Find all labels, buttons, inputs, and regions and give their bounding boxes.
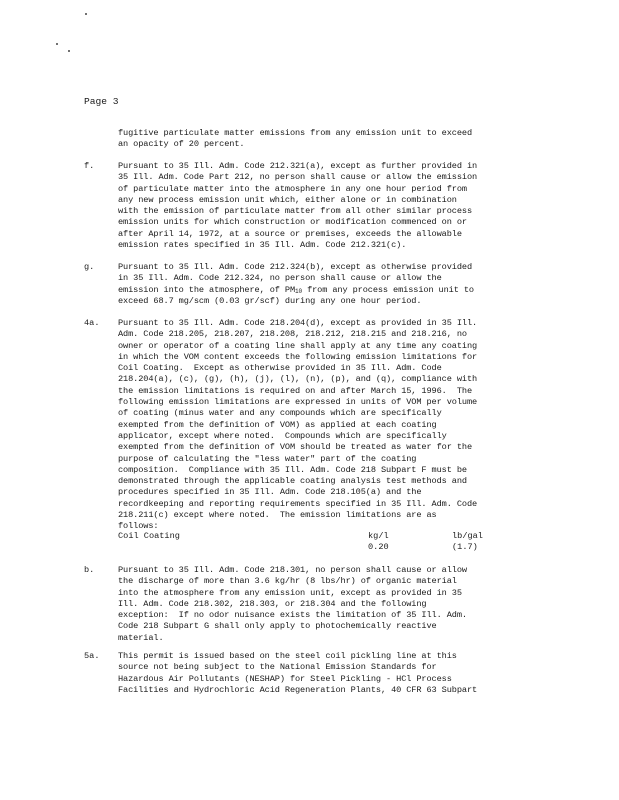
text-line: emission units for which construction or modification commenced on or xyxy=(118,217,467,228)
text-line: following emission limitations are expressed in units of VOM per volume xyxy=(118,397,478,408)
text-line: exempted from the definition of VOM should be treated as water for the xyxy=(118,442,472,453)
text-line xyxy=(118,285,528,296)
section-label-b: b. xyxy=(84,565,95,575)
text-line: This permit is issued based on the steel coil pickling line at this xyxy=(118,651,457,661)
text-line: into the atmosphere from any emission unit, except as provided in 35 xyxy=(118,587,462,598)
text-line: Pursuant to 35 Ill. Adm. Code 218.301, no person shall cause or allow xyxy=(118,565,467,575)
text-line: demonstrated through the applicable coating analysis test methods and xyxy=(118,476,467,487)
text-line: Adm. Code 218.205, 218.207, 218.208, 218.212, 218.215 and 218.216, no xyxy=(118,329,467,340)
text-line: any new process emission unit which, either alone or in combination xyxy=(118,194,457,205)
text-fragment: from any process emission unit to xyxy=(302,284,474,295)
text-line: material. xyxy=(118,632,164,643)
table-row xyxy=(118,542,528,553)
text-line: procedures specified in 35 Ill. Adm. Code 218.105(a) and the xyxy=(118,487,422,498)
text-line: exempted from the definition of VOM) as applied at each coating xyxy=(118,419,437,430)
text-line: emission rates specified in 35 Ill. Adm. Code 212.321(c). xyxy=(118,240,407,251)
text-line: recordkeeping and reporting requirements specified in 35 Ill. Adm. Code xyxy=(118,498,478,509)
table-header-row xyxy=(118,531,528,542)
text-line: Pursuant to 35 Ill. Adm. Code 218.204(d), except as provided in 35 Ill. xyxy=(118,318,478,328)
text-line: Ill. Adm. Code 218.302, 218.303, or 218.304 and the following xyxy=(118,598,427,609)
text-line: after April 14, 1972, at a source or premises, exceeds the allowable xyxy=(118,228,462,239)
subscript: 10 xyxy=(295,287,303,295)
table-cell: 0.20 xyxy=(368,542,389,553)
table-header: Coil Coating xyxy=(118,531,180,541)
table-header: lb/gal xyxy=(452,531,483,541)
text-line: Pursuant to 35 Ill. Adm. Code 212.321(a), except as further provided in xyxy=(118,161,478,171)
text-line: in which the VOM content exceeds the following emission limitations for xyxy=(118,351,478,362)
emission-limit-table xyxy=(118,531,528,554)
text-line: the discharge of more than 3.6 kg/hr (8 lbs/hr) of organic material xyxy=(118,576,457,587)
text-line: Coil Coating. Except as otherwise provided in 35 Ill. Adm. Code xyxy=(118,363,442,374)
text-line: of coating (minus water and any compounds which are specifically xyxy=(118,408,442,419)
text-line: exception: If no odor nuisance exists the limitation of 35 Ill. Adm. xyxy=(118,610,467,621)
text-line: the emission limitations is required on and after March 15, 1996. The xyxy=(118,385,472,396)
table-header: kg/l xyxy=(368,531,389,541)
text-line: 218.204(a), (c), (g), (h), (j), (l), (n), (p), and (q), compliance with xyxy=(118,374,478,385)
section-label-g: g. xyxy=(84,262,95,272)
text-fragment: emission into the atmosphere, of PM xyxy=(118,284,295,295)
section-f-paragraph xyxy=(118,161,528,251)
text-line: with the emission of particulate matter from all other similar process xyxy=(118,206,472,217)
text-line: follows: xyxy=(118,521,159,532)
table-cell: (1.7) xyxy=(452,542,478,553)
section-4a-paragraph xyxy=(118,318,528,533)
section-5a-paragraph xyxy=(118,651,528,696)
text-line: of particulate matter into the atmosphere in any one hour period from xyxy=(118,183,467,194)
text-line: owner or operator of a coating line shall apply at any time any coating xyxy=(118,340,478,351)
text-line: Facilities and Hydrochloric Acid Regeneration Plants, 40 CFR 63 Subpart xyxy=(118,684,478,695)
section-label-5a: 5a. xyxy=(84,651,100,661)
text-line: applicator, except where noted. Compounds which are specifically xyxy=(118,430,447,441)
text-line: Hazardous Air Pollutants (NESHAP) for Steel Pickling - HCl Process xyxy=(118,673,452,684)
text-line: composition. Compliance with 35 Ill. Adm. Code 218 Subpart F must be xyxy=(118,464,467,475)
page-header: Page 3 xyxy=(84,96,119,107)
text-line: in 35 Ill. Adm. Code 212.324, no person shall cause or allow the xyxy=(118,273,442,284)
text-line: Pursuant to 35 Ill. Adm. Code 212.324(b), except as otherwise provided xyxy=(118,262,472,272)
text-line: 35 Ill. Adm. Code Part 212, no person shall cause or allow the emission xyxy=(118,172,478,183)
text-line: source not being subject to the National Emission Standards for xyxy=(118,662,437,673)
text-line: Code 218 Subpart G shall only apply to photochemically reactive xyxy=(118,621,437,632)
text-line: fugitive particulate matter emissions from any emission unit to exceed xyxy=(118,128,472,138)
section-g-paragraph xyxy=(118,262,528,307)
text-line: purpose of calculating the "less water" part of the coating xyxy=(118,453,417,464)
section-label-4a: 4a. xyxy=(84,318,100,328)
text-line: an opacity of 20 percent. xyxy=(118,139,245,150)
section-label-f: f. xyxy=(84,161,95,171)
section-b-paragraph xyxy=(118,565,528,644)
text-line: 218.211(c) except where noted. The emission limitations are as xyxy=(118,510,437,521)
text-line: exceed 68.7 mg/scm (0.03 gr/scf) during any one hour period. xyxy=(118,295,422,306)
intro-paragraph xyxy=(118,128,528,151)
